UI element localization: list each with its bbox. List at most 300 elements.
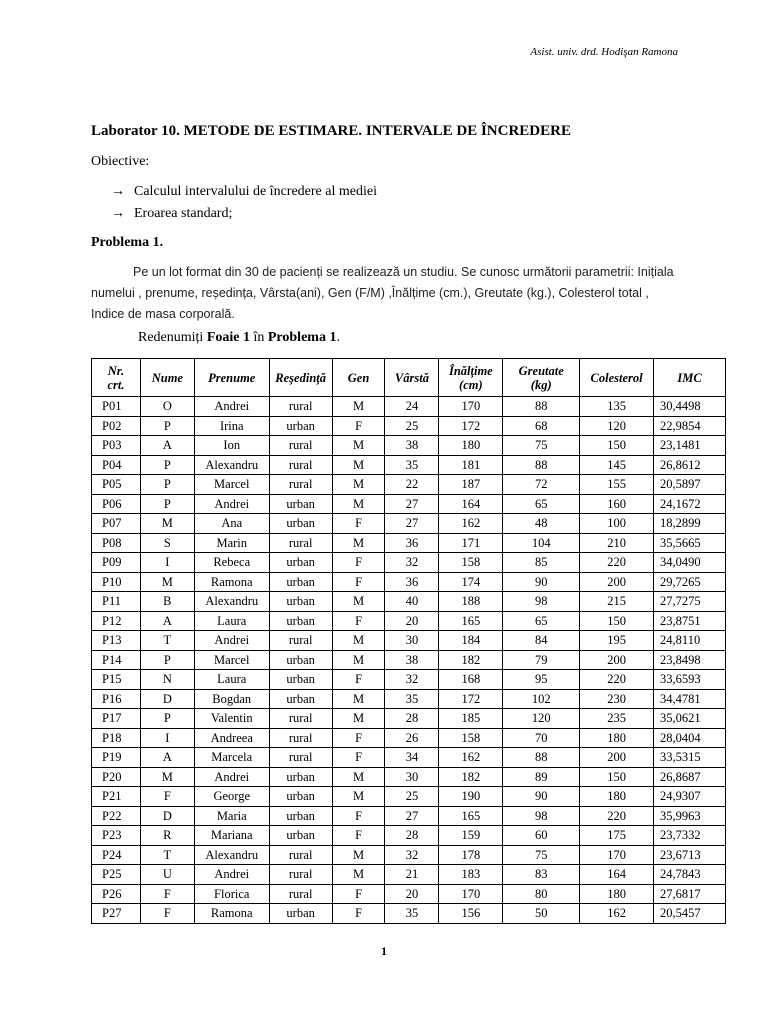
table-cell: 70: [503, 728, 580, 748]
table-cell: P20: [92, 767, 141, 787]
table-cell: rural: [269, 397, 332, 417]
table-cell: Alexandru: [194, 845, 269, 865]
table-cell: 170: [439, 397, 503, 417]
objectives-list: [111, 182, 377, 226]
table-cell: 155: [580, 475, 654, 495]
table-cell: 168: [439, 670, 503, 690]
table-cell: urban: [269, 494, 332, 514]
table-cell: P: [140, 650, 194, 670]
column-header: Vârstă: [385, 359, 439, 397]
table-cell: P19: [92, 748, 141, 768]
table-cell: P11: [92, 592, 141, 612]
table-cell: F: [332, 553, 385, 573]
table-cell: P01: [92, 397, 141, 417]
table-row: [92, 455, 726, 475]
table-cell: Alexandru: [194, 592, 269, 612]
objectives-label: Obiective:: [91, 154, 150, 169]
table-cell: Florica: [194, 884, 269, 904]
table-cell: M: [140, 514, 194, 534]
table-cell: 162: [580, 904, 654, 924]
column-header: Nr. crt.: [92, 359, 141, 397]
table-row: [92, 826, 726, 846]
table-cell: rural: [269, 865, 332, 885]
table-cell: 184: [439, 631, 503, 651]
table-row: [92, 514, 726, 534]
table-cell: 188: [439, 592, 503, 612]
table-cell: urban: [269, 572, 332, 592]
table-cell: P13: [92, 631, 141, 651]
table-cell: P08: [92, 533, 141, 553]
table-cell: 26,8687: [654, 767, 726, 787]
table-cell: 172: [439, 416, 503, 436]
table-cell: Ramona: [194, 904, 269, 924]
table-cell: P24: [92, 845, 141, 865]
table-cell: 65: [503, 611, 580, 631]
table-cell: P18: [92, 728, 141, 748]
table-cell: R: [140, 826, 194, 846]
table-cell: 25: [385, 416, 439, 436]
table-cell: urban: [269, 689, 332, 709]
table-cell: F: [332, 884, 385, 904]
table-cell: 182: [439, 650, 503, 670]
table-cell: 174: [439, 572, 503, 592]
table-row: [92, 436, 726, 456]
table-cell: 88: [503, 397, 580, 417]
table-cell: 230: [580, 689, 654, 709]
table-cell: D: [140, 689, 194, 709]
table-row: [92, 904, 726, 924]
table-cell: 22,9854: [654, 416, 726, 436]
table-cell: Laura: [194, 670, 269, 690]
table-row: [92, 533, 726, 553]
table-cell: rural: [269, 533, 332, 553]
table-row: [92, 728, 726, 748]
table-cell: 38: [385, 650, 439, 670]
table-cell: George: [194, 787, 269, 807]
table-cell: 18,2899: [654, 514, 726, 534]
table-cell: F: [332, 904, 385, 924]
table-cell: M: [332, 494, 385, 514]
table-cell: 48: [503, 514, 580, 534]
table-cell: 220: [580, 670, 654, 690]
objective-item: [111, 204, 377, 226]
table-cell: urban: [269, 787, 332, 807]
table-cell: P15: [92, 670, 141, 690]
table-cell: Irina: [194, 416, 269, 436]
table-cell: P16: [92, 689, 141, 709]
table-cell: I: [140, 728, 194, 748]
table-cell: 102: [503, 689, 580, 709]
objective-text: Eroarea standard;: [134, 206, 233, 221]
table-cell: 181: [439, 455, 503, 475]
table-cell: 33,5315: [654, 748, 726, 768]
table-cell: urban: [269, 670, 332, 690]
table-cell: rural: [269, 631, 332, 651]
table-cell: 79: [503, 650, 580, 670]
table-cell: M: [332, 475, 385, 495]
table-cell: 60: [503, 826, 580, 846]
table-cell: 23,6713: [654, 845, 726, 865]
table-cell: 200: [580, 748, 654, 768]
table-row: [92, 787, 726, 807]
table-cell: 200: [580, 650, 654, 670]
table-cell: 100: [580, 514, 654, 534]
table-cell: 83: [503, 865, 580, 885]
table-cell: 150: [580, 436, 654, 456]
table-cell: A: [140, 611, 194, 631]
table-cell: D: [140, 806, 194, 826]
table-cell: P02: [92, 416, 141, 436]
table-cell: P06: [92, 494, 141, 514]
table-cell: 98: [503, 806, 580, 826]
table-cell: 36: [385, 533, 439, 553]
table-cell: F: [332, 748, 385, 768]
table-cell: 170: [439, 884, 503, 904]
table-cell: 150: [580, 611, 654, 631]
table-cell: P: [140, 475, 194, 495]
table-cell: Ana: [194, 514, 269, 534]
table-cell: P: [140, 416, 194, 436]
table-cell: M: [332, 689, 385, 709]
table-cell: 27: [385, 514, 439, 534]
table-cell: Andrei: [194, 494, 269, 514]
table-cell: urban: [269, 650, 332, 670]
table-cell: Marin: [194, 533, 269, 553]
table-cell: A: [140, 748, 194, 768]
table-cell: 90: [503, 787, 580, 807]
table-cell: 23,8498: [654, 650, 726, 670]
table-body: [92, 397, 726, 924]
table-row: [92, 397, 726, 417]
table-cell: 180: [580, 884, 654, 904]
table-cell: 120: [503, 709, 580, 729]
table-cell: F: [332, 514, 385, 534]
table-cell: P: [140, 494, 194, 514]
table-cell: F: [332, 670, 385, 690]
table-cell: U: [140, 865, 194, 885]
table-cell: Andrei: [194, 767, 269, 787]
table-cell: Andrei: [194, 397, 269, 417]
column-header: Gen: [332, 359, 385, 397]
table-cell: Mariana: [194, 826, 269, 846]
rename-text: în: [249, 330, 268, 345]
table-cell: F: [140, 787, 194, 807]
table-cell: 178: [439, 845, 503, 865]
table-cell: 27: [385, 494, 439, 514]
table-cell: urban: [269, 592, 332, 612]
table-cell: Marcela: [194, 748, 269, 768]
table-cell: 40: [385, 592, 439, 612]
table-cell: 104: [503, 533, 580, 553]
table-cell: urban: [269, 767, 332, 787]
table-row: [92, 572, 726, 592]
table-cell: S: [140, 533, 194, 553]
table-cell: 68: [503, 416, 580, 436]
table-row: [92, 553, 726, 573]
table-cell: T: [140, 631, 194, 651]
table-cell: 24,8110: [654, 631, 726, 651]
rename-text: Redenumiți: [138, 330, 207, 345]
table-cell: 32: [385, 845, 439, 865]
table-cell: F: [140, 884, 194, 904]
table-cell: urban: [269, 904, 332, 924]
page-title: Laborator 10. METODE DE ESTIMARE. INTERVALE DE ÎNCREDERE: [91, 123, 571, 139]
column-header: Greutate (kg): [503, 359, 580, 397]
table-cell: rural: [269, 884, 332, 904]
table-cell: 190: [439, 787, 503, 807]
table-cell: 89: [503, 767, 580, 787]
sheet-new-name: Problema 1: [267, 330, 337, 345]
table-cell: 72: [503, 475, 580, 495]
table-cell: 158: [439, 728, 503, 748]
table-cell: 27,6817: [654, 884, 726, 904]
table-cell: P04: [92, 455, 141, 475]
sheet-old-name: Foaie 1: [206, 330, 250, 345]
table-cell: rural: [269, 455, 332, 475]
table-cell: 35,9963: [654, 806, 726, 826]
table-cell: 24,7843: [654, 865, 726, 885]
table-cell: 165: [439, 806, 503, 826]
table-cell: P12: [92, 611, 141, 631]
table-cell: 185: [439, 709, 503, 729]
objective-text: Calculul intervalului de încredere al mediei: [134, 184, 377, 199]
table-row: [92, 845, 726, 865]
table-cell: rural: [269, 748, 332, 768]
table-cell: Alexandru: [194, 455, 269, 475]
objective-item: [111, 182, 377, 204]
table-cell: Ramona: [194, 572, 269, 592]
table-cell: urban: [269, 416, 332, 436]
table-cell: 28,0404: [654, 728, 726, 748]
table-cell: 175: [580, 826, 654, 846]
table-cell: 164: [580, 865, 654, 885]
table-cell: 88: [503, 455, 580, 475]
table-cell: 20: [385, 884, 439, 904]
table-cell: 187: [439, 475, 503, 495]
table-cell: M: [332, 631, 385, 651]
table-cell: Marcel: [194, 650, 269, 670]
table-cell: F: [332, 826, 385, 846]
table-cell: 23,1481: [654, 436, 726, 456]
table-cell: urban: [269, 553, 332, 573]
table-cell: 183: [439, 865, 503, 885]
table-cell: F: [332, 416, 385, 436]
table-cell: 159: [439, 826, 503, 846]
table-cell: 220: [580, 806, 654, 826]
table-cell: urban: [269, 826, 332, 846]
table-cell: P: [140, 709, 194, 729]
table-cell: 24,1672: [654, 494, 726, 514]
table-cell: M: [332, 709, 385, 729]
table-row: [92, 650, 726, 670]
table-cell: 27: [385, 806, 439, 826]
table-cell: Laura: [194, 611, 269, 631]
table-cell: 75: [503, 436, 580, 456]
table-cell: T: [140, 845, 194, 865]
table-cell: 162: [439, 748, 503, 768]
table-row: [92, 631, 726, 651]
table-cell: 200: [580, 572, 654, 592]
table-cell: 220: [580, 553, 654, 573]
patients-table: [91, 358, 726, 924]
table-cell: P07: [92, 514, 141, 534]
table-cell: 34: [385, 748, 439, 768]
table-cell: Andreea: [194, 728, 269, 748]
table-cell: 34,4781: [654, 689, 726, 709]
table-row: [92, 689, 726, 709]
table-cell: rural: [269, 436, 332, 456]
table-cell: P25: [92, 865, 141, 885]
table-cell: 21: [385, 865, 439, 885]
table-cell: P21: [92, 787, 141, 807]
table-cell: Valentin: [194, 709, 269, 729]
table-cell: 25: [385, 787, 439, 807]
table-cell: 33,6593: [654, 670, 726, 690]
table-cell: 160: [580, 494, 654, 514]
table-cell: 145: [580, 455, 654, 475]
table-cell: 180: [580, 787, 654, 807]
table-cell: M: [332, 650, 385, 670]
table-cell: 165: [439, 611, 503, 631]
table-cell: 120: [580, 416, 654, 436]
table-cell: 158: [439, 553, 503, 573]
table-row: [92, 709, 726, 729]
table-cell: 35,0621: [654, 709, 726, 729]
table-cell: 30: [385, 767, 439, 787]
table-cell: 235: [580, 709, 654, 729]
table-cell: 162: [439, 514, 503, 534]
table-cell: P17: [92, 709, 141, 729]
table-cell: M: [332, 592, 385, 612]
table-cell: 35: [385, 904, 439, 924]
problem-paragraph: Pe un lot format din 30 de pacienți se realizează un studiu. Se cunosc următorii parametrii: Inițiala numelui , prenume, reședința, Vârsta(ani), Gen (F/M) ,Înălțime (cm.), Greutate (kg.), Colesterol total , Indice de masa corporală.: [91, 265, 674, 321]
table-cell: N: [140, 670, 194, 690]
table-cell: Ion: [194, 436, 269, 456]
table-cell: 32: [385, 670, 439, 690]
table-cell: 195: [580, 631, 654, 651]
table-cell: urban: [269, 611, 332, 631]
table-cell: 35,5665: [654, 533, 726, 553]
table-cell: M: [332, 533, 385, 553]
table-cell: 210: [580, 533, 654, 553]
table-cell: 171: [439, 533, 503, 553]
table-cell: urban: [269, 806, 332, 826]
table-cell: P23: [92, 826, 141, 846]
header-author: Asist. univ. drd. Hodişan Ramona: [530, 46, 678, 58]
table-cell: 23,8751: [654, 611, 726, 631]
table-cell: rural: [269, 475, 332, 495]
table-cell: 29,7265: [654, 572, 726, 592]
table-row: [92, 670, 726, 690]
column-header: Înălţime (cm): [439, 359, 503, 397]
table-cell: 65: [503, 494, 580, 514]
table-cell: F: [140, 904, 194, 924]
table-cell: Rebeca: [194, 553, 269, 573]
table-cell: 170: [580, 845, 654, 865]
table-cell: P22: [92, 806, 141, 826]
table-cell: 32: [385, 553, 439, 573]
table-cell: 28: [385, 826, 439, 846]
table-row: [92, 748, 726, 768]
table-cell: 180: [439, 436, 503, 456]
table-cell: O: [140, 397, 194, 417]
table-cell: 88: [503, 748, 580, 768]
table-cell: Andrei: [194, 631, 269, 651]
table-row: [92, 494, 726, 514]
table-cell: P10: [92, 572, 141, 592]
table-cell: F: [332, 806, 385, 826]
table-cell: 30: [385, 631, 439, 651]
table-cell: 35: [385, 689, 439, 709]
table-row: [92, 865, 726, 885]
table-cell: M: [332, 767, 385, 787]
arrow-right-icon: →: [111, 184, 125, 199]
table-cell: Bogdan: [194, 689, 269, 709]
table-cell: 95: [503, 670, 580, 690]
page-number: 1: [381, 944, 387, 958]
table-cell: I: [140, 553, 194, 573]
rename-instruction: [138, 330, 340, 346]
table-cell: 26,8612: [654, 455, 726, 475]
table-cell: 156: [439, 904, 503, 924]
table-cell: 98: [503, 592, 580, 612]
table-cell: rural: [269, 709, 332, 729]
table-cell: 75: [503, 845, 580, 865]
table-cell: 20,5457: [654, 904, 726, 924]
table-cell: 80: [503, 884, 580, 904]
table-cell: rural: [269, 728, 332, 748]
table-cell: M: [332, 845, 385, 865]
table-cell: P09: [92, 553, 141, 573]
table-cell: A: [140, 436, 194, 456]
table-cell: 23,7332: [654, 826, 726, 846]
table-row: [92, 806, 726, 826]
table-cell: 36: [385, 572, 439, 592]
table-cell: B: [140, 592, 194, 612]
table-cell: P27: [92, 904, 141, 924]
column-header: Reşedinţă: [269, 359, 332, 397]
table-row: [92, 592, 726, 612]
table-cell: 27,7275: [654, 592, 726, 612]
table-cell: F: [332, 611, 385, 631]
rename-text: .: [336, 330, 340, 345]
table-cell: P: [140, 455, 194, 475]
column-header: Colesterol: [580, 359, 654, 397]
table-cell: 26: [385, 728, 439, 748]
table-cell: F: [332, 728, 385, 748]
table-cell: Maria: [194, 806, 269, 826]
table-cell: M: [332, 787, 385, 807]
column-header: Nume: [140, 359, 194, 397]
table-cell: 90: [503, 572, 580, 592]
problem-description: [91, 262, 681, 325]
table-cell: 28: [385, 709, 439, 729]
table-row: [92, 475, 726, 495]
table-cell: M: [332, 397, 385, 417]
table-cell: 24: [385, 397, 439, 417]
table-cell: 85: [503, 553, 580, 573]
table-cell: F: [332, 572, 385, 592]
table-cell: M: [140, 767, 194, 787]
table-cell: urban: [269, 514, 332, 534]
table-cell: Marcel: [194, 475, 269, 495]
table-cell: M: [332, 455, 385, 475]
table-cell: 182: [439, 767, 503, 787]
table-header-row: [92, 359, 726, 397]
problem-title: Problema 1.: [91, 235, 164, 250]
table-cell: 30,4498: [654, 397, 726, 417]
table-cell: P26: [92, 884, 141, 904]
